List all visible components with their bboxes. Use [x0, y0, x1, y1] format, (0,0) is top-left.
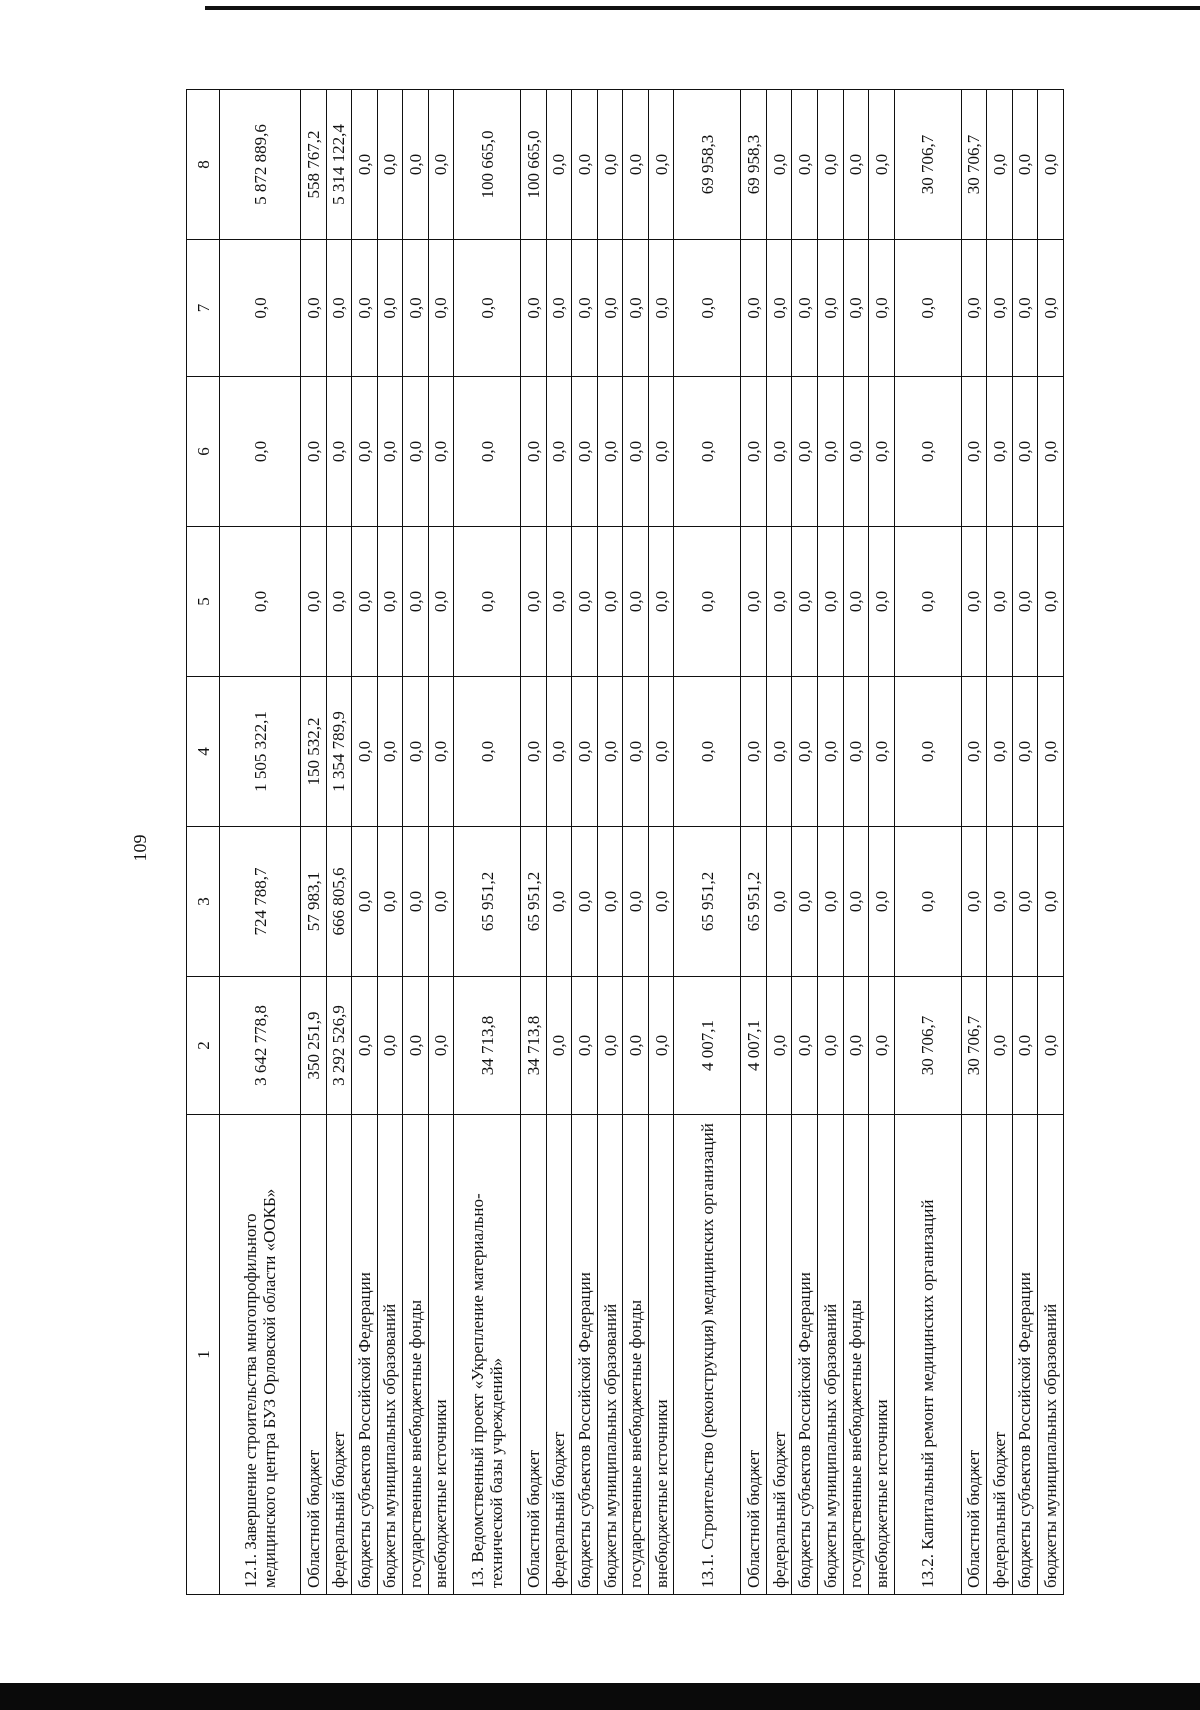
value-cell: 0,0: [597, 240, 623, 377]
value-cell: 0,0: [792, 677, 818, 827]
table-row: [817, 90, 843, 1595]
value-cell: 5 872 889,6: [220, 90, 301, 240]
value-cell: 0,0: [403, 90, 429, 240]
value-cell: 0,0: [572, 827, 598, 977]
value-cell: 0,0: [403, 827, 429, 977]
value-cell: 0,0: [352, 677, 378, 827]
table-row: [572, 90, 598, 1595]
value-cell: 30 706,7: [961, 90, 987, 240]
value-cell: 30 706,7: [894, 90, 961, 240]
table-row: [403, 90, 429, 1595]
value-cell: 0,0: [766, 240, 792, 377]
value-cell: 0,0: [1038, 527, 1064, 677]
table-row: [792, 90, 818, 1595]
row-label-cell: 12.1. Завершение строительства многопрофильного медицинского центра БУЗ Орловской области «ООКБ»: [220, 1115, 301, 1595]
row-label-cell: государственные внебюджетные фонды: [623, 1115, 649, 1595]
value-cell: 0,0: [428, 677, 454, 827]
table-row: [648, 90, 674, 1595]
value-cell: 0,0: [843, 90, 869, 240]
value-cell: 0,0: [843, 527, 869, 677]
value-cell: 0,0: [597, 677, 623, 827]
value-cell: 0,0: [546, 377, 572, 527]
value-cell: 0,0: [961, 527, 987, 677]
value-cell: 0,0: [377, 90, 403, 240]
value-cell: 0,0: [326, 240, 352, 377]
value-cell: 0,0: [1038, 977, 1064, 1115]
value-cell: 724 788,7: [220, 827, 301, 977]
value-cell: 0,0: [301, 240, 327, 377]
header-row: [187, 90, 220, 1595]
value-cell: 0,0: [766, 377, 792, 527]
value-cell: 0,0: [377, 377, 403, 527]
value-cell: 0,0: [377, 827, 403, 977]
value-cell: 0,0: [220, 527, 301, 677]
value-cell: 0,0: [869, 677, 895, 827]
value-cell: 0,0: [403, 677, 429, 827]
value-cell: 65 951,2: [521, 827, 547, 977]
row-label-cell: 13. Ведомственный проект «Укрепление материально-технической базы учреждений»: [454, 1115, 521, 1595]
row-label-cell: федеральный бюджет: [987, 1115, 1013, 1595]
value-cell: 0,0: [521, 677, 547, 827]
value-cell: 1 505 322,1: [220, 677, 301, 827]
value-cell: 0,0: [894, 377, 961, 527]
value-cell: 0,0: [597, 827, 623, 977]
value-cell: 0,0: [987, 240, 1013, 377]
value-cell: 65 951,2: [454, 827, 521, 977]
value-cell: 0,0: [377, 677, 403, 827]
row-label-cell: бюджеты муниципальных образований: [597, 1115, 623, 1595]
value-cell: 0,0: [572, 527, 598, 677]
table-row: [301, 90, 327, 1595]
value-cell: 0,0: [1038, 240, 1064, 377]
value-cell: 0,0: [1012, 827, 1038, 977]
header-cell: 1: [187, 1115, 220, 1595]
value-cell: 0,0: [454, 377, 521, 527]
value-cell: 0,0: [377, 240, 403, 377]
value-cell: 0,0: [869, 977, 895, 1115]
value-cell: 0,0: [1038, 827, 1064, 977]
value-cell: 0,0: [521, 377, 547, 527]
value-cell: 0,0: [521, 240, 547, 377]
value-cell: 0,0: [674, 240, 741, 377]
table-row: [454, 90, 521, 1595]
row-label-cell: внебюджетные источники: [869, 1115, 895, 1595]
row-label-cell: внебюджетные источники: [428, 1115, 454, 1595]
value-cell: 0,0: [352, 527, 378, 677]
row-label-cell: Областной бюджет: [741, 1115, 767, 1595]
table-row: [843, 90, 869, 1595]
value-cell: 3 292 526,9: [326, 977, 352, 1115]
value-cell: 0,0: [623, 377, 649, 527]
value-cell: 0,0: [572, 240, 598, 377]
value-cell: 0,0: [572, 677, 598, 827]
scan-edge-bottom: [0, 1683, 1200, 1710]
value-cell: 5 314 122,4: [326, 90, 352, 240]
value-cell: 0,0: [987, 677, 1013, 827]
value-cell: 0,0: [220, 377, 301, 527]
value-cell: 0,0: [352, 90, 378, 240]
value-cell: 0,0: [961, 377, 987, 527]
value-cell: 100 665,0: [521, 90, 547, 240]
value-cell: 30 706,7: [961, 977, 987, 1115]
table-row: [1038, 90, 1064, 1595]
table-row: [1012, 90, 1038, 1595]
table-row: [869, 90, 895, 1595]
header-cell: 7: [187, 240, 220, 377]
value-cell: 0,0: [843, 977, 869, 1115]
value-cell: 0,0: [428, 827, 454, 977]
header-cell: 4: [187, 677, 220, 827]
value-cell: 0,0: [961, 240, 987, 377]
value-cell: 0,0: [403, 527, 429, 677]
value-cell: 0,0: [1012, 977, 1038, 1115]
value-cell: 0,0: [674, 527, 741, 677]
value-cell: 0,0: [869, 240, 895, 377]
value-cell: 0,0: [648, 90, 674, 240]
value-cell: 0,0: [648, 827, 674, 977]
table-row: [987, 90, 1013, 1595]
value-cell: 558 767,2: [301, 90, 327, 240]
value-cell: 0,0: [817, 527, 843, 677]
value-cell: 0,0: [377, 977, 403, 1115]
value-cell: 69 958,3: [741, 90, 767, 240]
value-cell: 0,0: [546, 527, 572, 677]
value-cell: 34 713,8: [454, 977, 521, 1115]
value-cell: 0,0: [623, 827, 649, 977]
row-label-cell: бюджеты субъектов Российской Федерации: [1012, 1115, 1038, 1595]
value-cell: 0,0: [403, 977, 429, 1115]
value-cell: 34 713,8: [521, 977, 547, 1115]
value-cell: 0,0: [843, 827, 869, 977]
value-cell: 0,0: [546, 240, 572, 377]
value-cell: 100 665,0: [454, 90, 521, 240]
value-cell: 0,0: [623, 527, 649, 677]
value-cell: 0,0: [597, 977, 623, 1115]
table-row: [623, 90, 649, 1595]
value-cell: 0,0: [326, 527, 352, 677]
value-cell: 0,0: [869, 527, 895, 677]
row-label-cell: государственные внебюджетные фонды: [403, 1115, 429, 1595]
table-row: [326, 90, 352, 1595]
value-cell: 350 251,9: [301, 977, 327, 1115]
value-cell: 0,0: [1038, 377, 1064, 527]
value-cell: 0,0: [454, 677, 521, 827]
table-row: [352, 90, 378, 1595]
row-label-cell: государственные внебюджетные фонды: [843, 1115, 869, 1595]
value-cell: 0,0: [792, 977, 818, 1115]
value-cell: 0,0: [741, 527, 767, 677]
value-cell: 0,0: [623, 90, 649, 240]
value-cell: 0,0: [894, 677, 961, 827]
value-cell: 666 805,6: [326, 827, 352, 977]
page-number: 109: [130, 834, 150, 862]
row-label-cell: 13.2. Капитальный ремонт медицинских организаций: [894, 1115, 961, 1595]
value-cell: 0,0: [546, 977, 572, 1115]
value-cell: 0,0: [1012, 677, 1038, 827]
table-row: [894, 90, 961, 1595]
value-cell: 0,0: [817, 977, 843, 1115]
row-label-cell: бюджеты субъектов Российской Федерации: [792, 1115, 818, 1595]
header-cell: 2: [187, 977, 220, 1115]
table-row: [220, 90, 301, 1595]
value-cell: 0,0: [987, 827, 1013, 977]
row-label-cell: бюджеты муниципальных образований: [377, 1115, 403, 1595]
value-cell: 0,0: [352, 377, 378, 527]
value-cell: 0,0: [648, 240, 674, 377]
row-label-cell: федеральный бюджет: [326, 1115, 352, 1595]
table-row: [597, 90, 623, 1595]
header-cell: 6: [187, 377, 220, 527]
value-cell: 0,0: [1012, 527, 1038, 677]
value-cell: 0,0: [572, 377, 598, 527]
value-cell: 150 532,2: [301, 677, 327, 827]
row-label-cell: Областной бюджет: [961, 1115, 987, 1595]
value-cell: 0,0: [428, 240, 454, 377]
value-cell: 0,0: [817, 377, 843, 527]
value-cell: 0,0: [597, 90, 623, 240]
value-cell: 0,0: [403, 240, 429, 377]
table-row: [377, 90, 403, 1595]
value-cell: 0,0: [987, 90, 1013, 240]
value-cell: 0,0: [597, 377, 623, 527]
value-cell: 0,0: [597, 527, 623, 677]
value-cell: 0,0: [521, 527, 547, 677]
value-cell: 0,0: [454, 527, 521, 677]
row-label-cell: бюджеты субъектов Российской Федерации: [352, 1115, 378, 1595]
value-cell: 0,0: [674, 677, 741, 827]
value-cell: 0,0: [894, 240, 961, 377]
row-label-cell: бюджеты муниципальных образований: [817, 1115, 843, 1595]
value-cell: 0,0: [572, 90, 598, 240]
value-cell: 0,0: [792, 240, 818, 377]
value-cell: 0,0: [428, 377, 454, 527]
value-cell: 0,0: [1012, 377, 1038, 527]
table-row: [766, 90, 792, 1595]
table-row: [521, 90, 547, 1595]
value-cell: 0,0: [428, 977, 454, 1115]
row-label-cell: 13.1. Строительство (реконструкция) медицинских организаций: [674, 1115, 741, 1595]
table-row: [741, 90, 767, 1595]
value-cell: 0,0: [454, 240, 521, 377]
value-cell: 0,0: [428, 90, 454, 240]
value-cell: 0,0: [220, 240, 301, 377]
value-cell: 0,0: [648, 677, 674, 827]
row-label-cell: внебюджетные источники: [648, 1115, 674, 1595]
value-cell: 0,0: [741, 240, 767, 377]
value-cell: 0,0: [428, 527, 454, 677]
value-cell: 0,0: [817, 677, 843, 827]
value-cell: 0,0: [623, 977, 649, 1115]
row-label-cell: федеральный бюджет: [766, 1115, 792, 1595]
value-cell: 57 983,1: [301, 827, 327, 977]
budget-table: [186, 89, 1064, 1595]
value-cell: 0,0: [843, 677, 869, 827]
value-cell: 0,0: [766, 677, 792, 827]
value-cell: 0,0: [987, 377, 1013, 527]
value-cell: 0,0: [741, 677, 767, 827]
value-cell: 0,0: [572, 977, 598, 1115]
value-cell: 0,0: [961, 827, 987, 977]
value-cell: 0,0: [894, 527, 961, 677]
table-row: [674, 90, 741, 1595]
value-cell: 0,0: [843, 377, 869, 527]
value-cell: 0,0: [869, 90, 895, 240]
value-cell: 0,0: [741, 377, 767, 527]
value-cell: 0,0: [843, 240, 869, 377]
value-cell: 0,0: [1038, 677, 1064, 827]
value-cell: 0,0: [623, 240, 649, 377]
value-cell: 0,0: [1012, 240, 1038, 377]
value-cell: 0,0: [674, 377, 741, 527]
value-cell: 0,0: [546, 90, 572, 240]
row-label-cell: федеральный бюджет: [546, 1115, 572, 1595]
value-cell: 0,0: [1012, 90, 1038, 240]
row-label-cell: Областной бюджет: [301, 1115, 327, 1595]
value-cell: 4 007,1: [674, 977, 741, 1115]
value-cell: 0,0: [869, 827, 895, 977]
value-cell: 0,0: [648, 527, 674, 677]
value-cell: 0,0: [792, 827, 818, 977]
table-row: [546, 90, 572, 1595]
value-cell: 65 951,2: [741, 827, 767, 977]
value-cell: 0,0: [377, 527, 403, 677]
budget-table-rotated: [186, 90, 1064, 1595]
value-cell: 0,0: [869, 377, 895, 527]
value-cell: 0,0: [352, 827, 378, 977]
value-cell: 0,0: [766, 827, 792, 977]
value-cell: 1 354 789,9: [326, 677, 352, 827]
value-cell: 3 642 778,8: [220, 977, 301, 1115]
table-row: [428, 90, 454, 1595]
value-cell: 0,0: [792, 377, 818, 527]
value-cell: 0,0: [792, 527, 818, 677]
value-cell: 0,0: [301, 527, 327, 677]
row-label-cell: бюджеты муниципальных образований: [1038, 1115, 1064, 1595]
table-row: [961, 90, 987, 1595]
value-cell: 0,0: [987, 527, 1013, 677]
value-cell: 0,0: [546, 677, 572, 827]
value-cell: 65 951,2: [674, 827, 741, 977]
value-cell: 0,0: [352, 977, 378, 1115]
value-cell: 0,0: [1038, 90, 1064, 240]
value-cell: 0,0: [766, 977, 792, 1115]
header-cell: 5: [187, 527, 220, 677]
header-cell: 3: [187, 827, 220, 977]
value-cell: 0,0: [352, 240, 378, 377]
header-cell: 8: [187, 90, 220, 240]
value-cell: 0,0: [623, 677, 649, 827]
row-label-cell: бюджеты субъектов Российской Федерации: [572, 1115, 598, 1595]
value-cell: 0,0: [301, 377, 327, 527]
value-cell: 4 007,1: [741, 977, 767, 1115]
row-label-cell: Областной бюджет: [521, 1115, 547, 1595]
value-cell: 0,0: [546, 827, 572, 977]
value-cell: 0,0: [894, 827, 961, 977]
value-cell: 69 958,3: [674, 90, 741, 240]
value-cell: 0,0: [817, 827, 843, 977]
value-cell: 0,0: [766, 90, 792, 240]
value-cell: 0,0: [766, 527, 792, 677]
value-cell: 30 706,7: [894, 977, 961, 1115]
scan-edge-top: [205, 6, 1200, 10]
value-cell: 0,0: [792, 90, 818, 240]
value-cell: 0,0: [987, 977, 1013, 1115]
value-cell: 0,0: [648, 377, 674, 527]
value-cell: 0,0: [403, 377, 429, 527]
value-cell: 0,0: [326, 377, 352, 527]
value-cell: 0,0: [817, 240, 843, 377]
value-cell: 0,0: [817, 90, 843, 240]
value-cell: 0,0: [961, 677, 987, 827]
value-cell: 0,0: [648, 977, 674, 1115]
